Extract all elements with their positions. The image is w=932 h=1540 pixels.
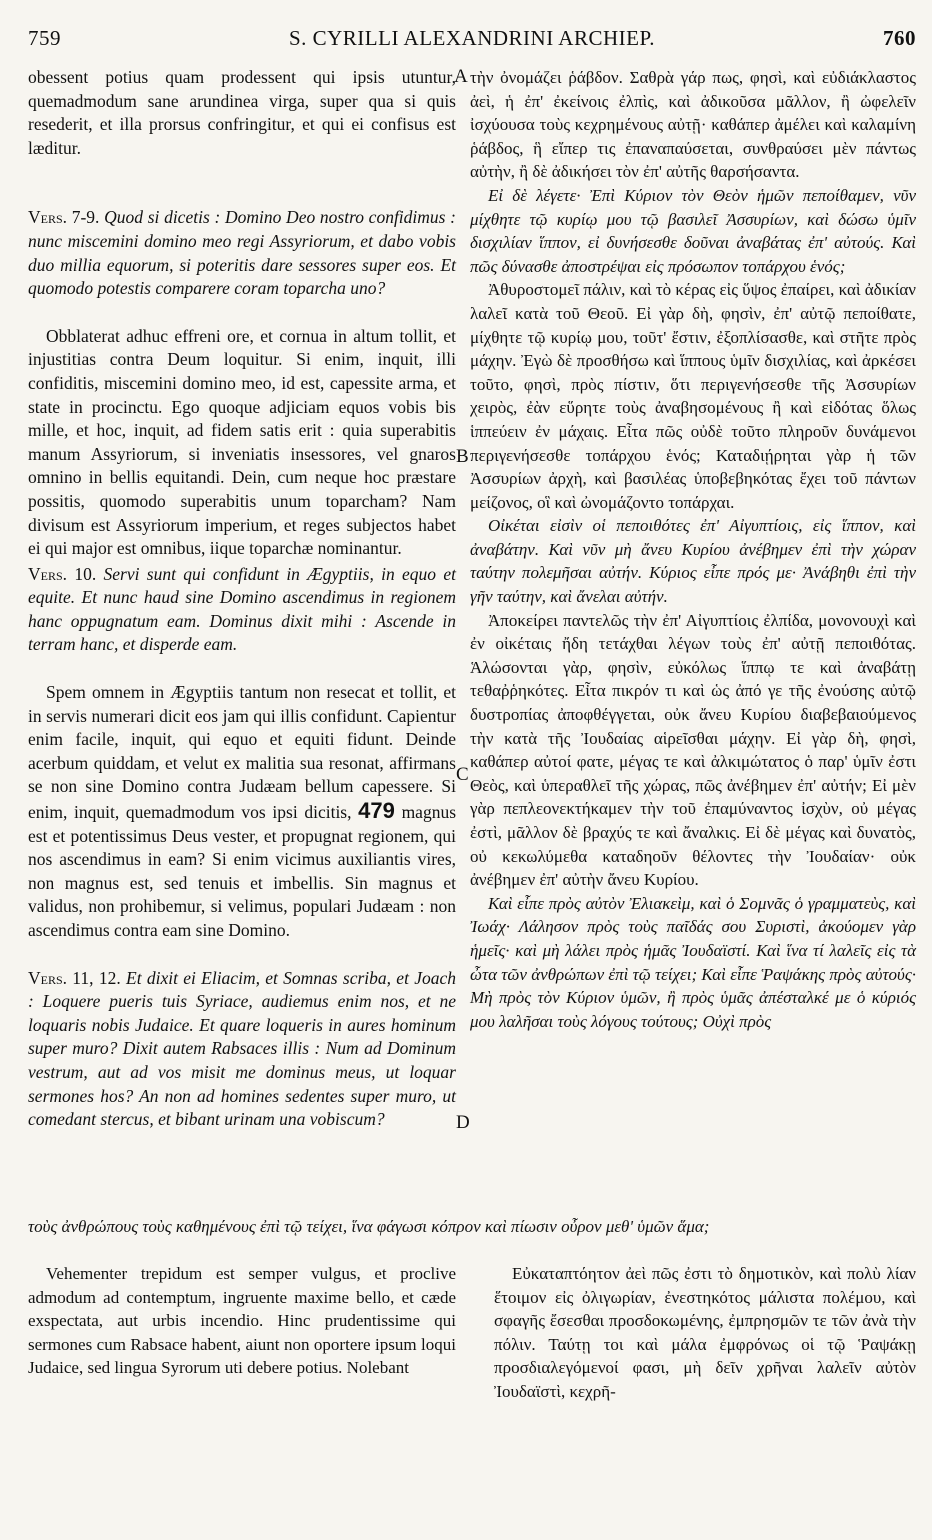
paragraph-text: Spem omnem in Ægyptiis tantum non resecat et tollit, et in servis numerari dicit eos jam qui illis confidunt. Capientur enim facile, inquit, qui equo et equiti fidunt. Deinde acerbum quiddam, et velut ex malitia sua resonat, affirmans se non sine Domino contra Judæam bellum capessere. Si enim, inquit, quemadmodum vos ipsi dicitis,: [28, 682, 456, 823]
greek-bottom-column: [494, 1262, 916, 1404]
page-number-right: 760: [883, 26, 916, 50]
section-marker-a: A: [454, 66, 468, 87]
latin-paragraph-2: Obblaterat adhuc effreni ore, et cornua in altum tollit, et injustitias contra Deum loquitur. Si enim, inquit, illi confiditis, miscemini domino meo, id est, capessite arma, et state in procinctu. Ego quoque adjiciam equos vobis bis mille, et hoc, inquit, ad fidem satis erit : quia superabitis manum Assyriorum, si inveniatis insessores, vel gnaros omnino in bellis equitandi. Dein, cum neque hoc præstare possitis, quomodo superabitis unum toparcham? Nam divisum est Assyriorum imperium, et reges subjectos habet ei qui major est omnibus, iique toparchæ nominantur.: [28, 325, 456, 559]
greek-verse-11-12: Καὶ εἶπε πρὸς αὐτὸν Ἐλιακεὶμ, καὶ ὁ Σομνᾶς ὁ γραμματεὺς, καὶ Ἰωάχ· Λάλησον πρὸς τοὺς παῖδάς σου Συριστὶ, ἀκούομεν γὰρ ἡμεῖς· καὶ μὴ λάλει πρὸς ἡμᾶς Ἰουδαϊστί. Καὶ ἵνα τί λαλεῖς εἰς τὰ ὦτα τῶν ἀνθρώπων ἐπὶ τῷ τείχει; Καὶ εἶπε Ῥαψάκης πρὸς αὐτούς· Μὴ πρὸς τὸν Κύριον ὑμῶν, ἢ πρὸς ὑμᾶς ἀπέσταλκέ με ὁ κύριός μου λαλῆσαι τοὺς λόγους τούτους; Οὐχὶ πρὸς: [470, 893, 916, 1031]
greek-paragraph-3: Ἀποκείρει παντελῶς τὴν ἐπ' Αἰγυπτίοις ἐλπίδα, μονονουχὶ καὶ ἐν οἰκέταις ἤδη τετάχθαι λέγων τοὺς ἐπ' αὐτῇ πεποιθότας. Ἁλώσονται γὰρ, φησὶν, εὐκόλως ἵππῳ τε καὶ ἀναβάτῃ τεθαῤῥηκότες. Εἶτα πικρόν τι καὶ ὡς ἀπό γε τῆς ἐνούσης αὐτῷ δυστροπίας ἀποφθέγγεται, οὐκ ἄνευ Κυρίου διαβεβαιούμενος τὴν κατὰ τῆς Ἰουδαίας αἱρεῖσθαι μάχην. Εἰ γὰρ δὴ, φησὶ, καθάπερ αὐτοί φατε, μέγας τε καὶ ἀλκιμώτατος ὁ παρ' ὑμῖν ἐστι Θεὸς, καὶ ὑπεραθλεῖ τῆς χώρας, πῶς ἀνέβημεν ἐπ' αὐτήν; Εἰ μὲν γὰρ πεπλεονεκτήκαμεν τὴν τοῦ ἐπαμύναντος ἰσχὺν, οὐ μέγας ἐστὶ, μᾶλλον δὲ βραχύς τε καὶ ἄναλκις. Εἰ δὲ μέγας καὶ δυνατὸς, οὐ κεκωλύμεθα καταδηοῦν θέλοντες τὴν Ἰουδαίαν· οὐκ ἀνέβημεν ἐπ' αὐτὴν ἄνευ Κυρίου.: [470, 610, 916, 890]
paragraph-text: magnus est et potentissimus Deus vester, et propugnat regionem, qui nos ascendimus in eam? Si enim vicimus auxiliantis vires, non magnus est, sed tenuis et imbellis. Sin magnus et validus, non prohibemur, si velimus, populari Judæam : non ascendimus contra eam sine Domino.: [28, 802, 457, 940]
greek-verse-10: Οἰκέται εἰσὶν οἱ πεποιθότες ἐπ' Αἰγυπτίοις, εἰς ἵππον, καὶ ἀναβάτην. Καὶ νῦν μὴ ἄνευ Κυρίου ἀνέβημεν ἐπὶ τὴν χώραν ταύτην πολεμῆσαι αὐτήν. Κύριος εἶπε πρός με· Ἀνάβηθι ἐπὶ τὴν γῆν ταύτην, καὶ ἄνελαι αὐτήν.: [470, 516, 916, 607]
greek-paragraph-4: Εὐκαταπτόητον ἀεὶ πῶς ἐστι τὸ δημοτικὸν, καὶ πολὺ λίαν ἕτοιμον εἰς ὀλιγωρίαν, ἐνεστηκότος μάλιστα πολέμου, καὶ σφαγῆς ἔσεσθαι προσδοκωμένης, ἐμπρησμῶν τε τῶν ἀνὰ τὴν πόλιν. Ταύτῃ τοι καὶ μάλα ἐμφρόνως οἱ τῷ Ῥαψάκῃ προσδιαλεγόμενοί φασι, μὴ δεῖν χρῆναι λαλεῖν αὐτὸν Ἰουδαϊστὶ, κεχρῆ-: [494, 1264, 916, 1401]
section-marker-d: D: [456, 1112, 470, 1133]
greek-paragraph-1: τὴν ὀνομάζει ῥάβδον. Σαθρὰ γάρ πως, φησὶ, καὶ εὐδιάκλαστος ἀεὶ, ἡ ἐπ' ἐκείνοις ἐλπὶς, καὶ ἀδικοῦσα μᾶλλον, ἢ ὠφελεῖν ἰσχύουσα τοὺς κεχρημένους αὐτῇ· καθάπερ ἀμέλει καὶ καλαμίνη ῥάβδος, ἣ εἴπερ τις ἐπαναπαύσεται, συνθραύσει μὲν πάντως αὐτὴν, ἢ δὲ ἀδικήσει τὸν ἐπ' αὐτῆς θαρσήσαντα.: [470, 68, 916, 182]
page-number-left: 759: [28, 26, 61, 50]
verse-label: Vers. 7-9.: [28, 207, 100, 228]
running-title: S. CYRILLI ALEXANDRINI ARCHIEP.: [288, 26, 656, 50]
greek-spanning-line: τοὺς ἀνθρώπους τοὺς καθημένους ἐπὶ τῷ τείχει, ἵνα φάγωσι κόπρον καὶ πίωσιν οὖρον μεθ' ὑμῶν ἅμα;: [28, 1217, 710, 1236]
verse-label: Vers. 11, 12.: [28, 967, 121, 988]
page-reference-number: 479: [358, 798, 395, 824]
latin-verse-11-12: [28, 967, 456, 1132]
verse-label: Vers. 10.: [28, 563, 97, 584]
latin-bottom-column: [28, 1262, 456, 1380]
latin-paragraph-1: obessent potius quam prodessent qui ipsis utuntur, quemadmodum sane arundinea virga, super qua si quis resederit, et illa prorsus confringitur, et qui ei confisus est læditur.: [28, 67, 456, 158]
running-header: [28, 26, 916, 60]
latin-column: [28, 66, 456, 1132]
latin-paragraph-3: [28, 681, 456, 943]
section-marker-b: B: [456, 446, 469, 467]
verse-text: Servi sunt qui confidunt in Ægyptiis, in equo et equite. Et nunc haud sine Domino ascendimus in regionem hanc oppugnatum eam. Dominus dixit mihi : Ascende in terram hanc, et disperde eam.: [28, 563, 456, 655]
section-marker-c: C: [456, 764, 469, 785]
latin-paragraph-4: Vehementer trepidum est semper vulgus, et proclive admodum ad contemptum, ingruente maxime bello, et cæde exspectata, aut urbis incendio. Hinc prudentissime qui sermones cum Rabsace habent, aiunt non oportere ipsum loqui Judaice, sed lingua Syrorum uti debere potius. Nolebant: [28, 1264, 456, 1378]
latin-verse-10: [28, 563, 456, 657]
greek-verse-7-9: Εἰ δὲ λέγετε· Ἐπὶ Κύριον τὸν Θεὸν ἡμῶν πεποίθαμεν, νῦν μίχθητε τῷ κυρίῳ μου τῷ βασιλεῖ Ἀσσυρίων, καὶ δώσω ὑμῖν δισχιλίαν ἵππον, εἰ δυνήσεσθε δοῦναι ἀναβάτας ἐπ' αὐτούς. Καὶ πῶς δύνασθε ἀποστρέψαι εἰς πρόσωπον τοπάρχου ἑνός;: [470, 185, 916, 276]
verse-text: Quod si dicetis : Domino Deo nostro confidimus : nunc miscemini domino meo regi Assyriorum, et dabo vobis duo millia equorum, si poteritis dare sessores super eos. Et quomodo potestis comparere coram toparcha uno?: [28, 207, 456, 299]
greek-paragraph-2: Ἀθυροστομεῖ πάλιν, καὶ τὸ κέρας εἰς ὕψος ἐπαίρει, καὶ ἀδικίαν λαλεῖ κατὰ τοῦ Θεοῦ. Εἰ γὰρ δὴ, φησὶν, ἐπ' αὐτῷ πεποίθατε, μίχθητε τῷ κυρίῳ μου, τοῦτ' ἔστιν, ἐξοπλίσασθε, καὶ στῆτε πρὸς μάχην. Ἐγὼ δὲ προσθήσω καὶ ἵππους ὑμῖν δισχιλίας, καὶ ἀρκέσει τοῦτο, φησὶ, πρὸς πίστιν, ὅτι περιγενήσεσθε τῆς Ἀσσυρίων χειρὸς, ἐὰν εὕρητε τοὺς ἀναβησομένους ἢ καὶ εἰδότας ὅλως ἱππεύειν ἐν μάχαις. Εἶτα πῶς οὐδὲ τοῦτο πληροῦν δυνάμενοι περιγενήσεσθε τοπάρχου ἑνός; Καταδιῄρηται γὰρ ἡ τῶν Ἀσσυρίων ἀρχὴ, καὶ βασιλέας ὑποβεβηκότας ἔχει τοῦ πάντων μείζονος, οἳ καὶ ὠνομάζοντο τοπάρχαι.: [470, 280, 916, 512]
latin-verse-7-9: [28, 206, 456, 300]
verse-text: Et dixit ei Eliacim, et Somnas scriba, et Joach : Loquere pueris tuis Syriace, audiemus enim nos, et ne loquaris nobis Judaice. Et quare loqueris in aures hominum super muro? Dixit autem Rabsaces illis : Num ad Dominum vestrum, aut ad vos misit me dominus meus, ut loquar sermones hos? An non ad homines sedentes super muro, ut comedant stercus, et bibant urinam una vobiscum?: [28, 967, 457, 1130]
greek-column: [470, 66, 916, 1033]
